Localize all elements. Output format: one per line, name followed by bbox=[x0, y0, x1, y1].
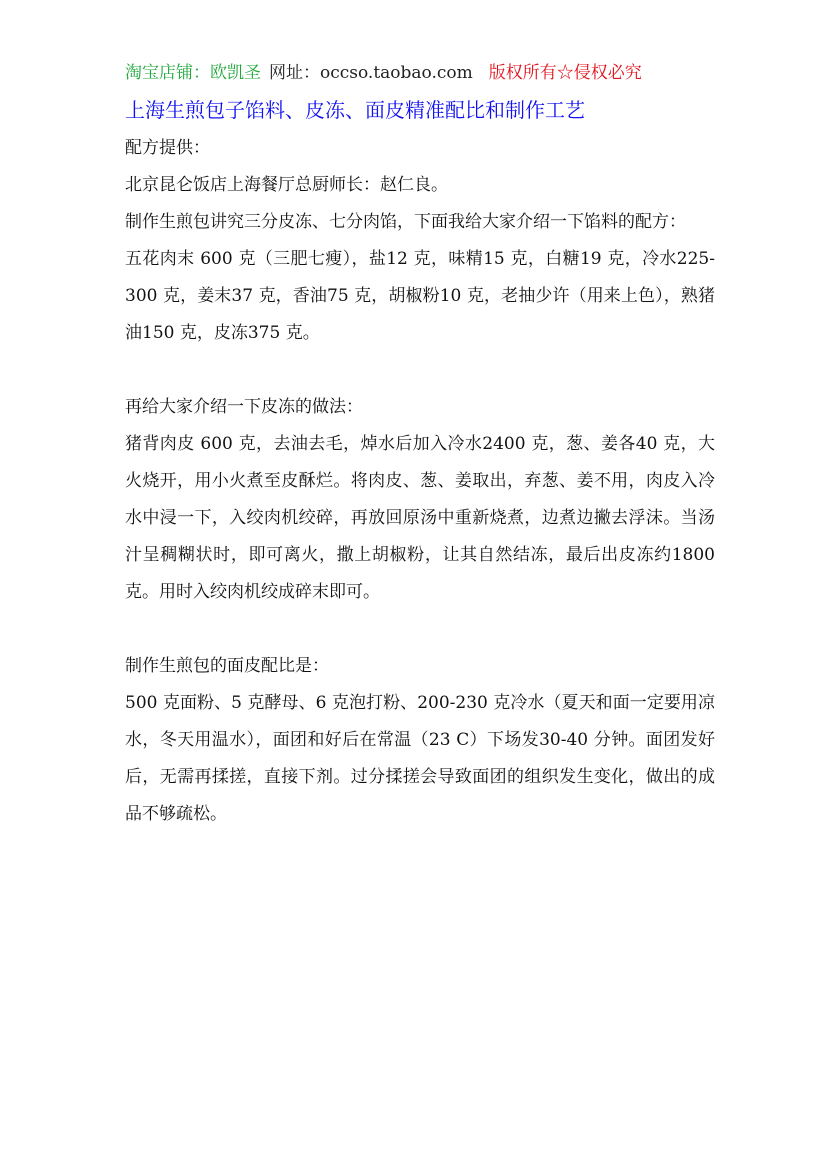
paragraph-aspic-intro: 再给大家介绍一下皮冻的做法： bbox=[125, 397, 363, 417]
document-page bbox=[125, 56, 715, 833]
paragraph-recipe-source-label: 配方提供： bbox=[125, 138, 210, 158]
paragraph-aspic-method: 猪背肉皮 600 克，去油去毛，焯水后加入冷水2400 克，葱、姜各40 克，大火烧开，用小火煮至皮酥烂。将肉皮、葱、姜取出，弃葱、姜不用，肉皮入冷水中浸一下，入绞肉机绞碎，再放回原汤中重新烧煮，边煮边撇去浮沫。当汤汁呈稠糊状时，即可离火，撒上胡椒粉，让其自然结冻，最后出皮冻约1800 克。用时入绞肉机绞成碎末即可。 bbox=[125, 434, 715, 602]
paragraph-dough-intro: 制作生煎包的面皮配比是： bbox=[125, 656, 329, 676]
document-title: 上海生煎包子馅料、皮冻、面皮精准配比和制作工艺 bbox=[125, 98, 585, 122]
copyright-notice: 版权所有☆侵权必究 bbox=[488, 63, 642, 83]
url-label: 网址： bbox=[269, 63, 320, 83]
paragraph-filling-recipe: 五花肉末 600 克（三肥七瘦），盐12 克，味精15 克，白糖19 克，冷水225-300 克，姜末37 克，香油75 克，胡椒粉10 克，老抽少许（用来上色），熟猪油150 克，皮冻375 克。 bbox=[125, 249, 715, 343]
paragraph-dough-recipe: 500 克面粉、5 克酵母、6 克泡打粉、200-230 克冷水（夏天和面一定要用凉水，冬天用温水），面团和好后在常温（23 C）下场发30-40 分钟。面团发好后，无需再揉搓，直接下剂。过分揉搓会导致面团的组织发生变化，做出的成品不够疏松。 bbox=[125, 693, 715, 824]
paragraph-filling-intro: 制作生煎包讲究三分皮冻、七分肉馅，下面我给大家介绍一下馅料的配方： bbox=[125, 212, 686, 232]
shop-label: 淘宝店铺： bbox=[125, 63, 210, 83]
spacer bbox=[125, 611, 715, 648]
shop-name: 欧凯圣 bbox=[210, 63, 261, 83]
paragraph-recipe-source: 北京昆仑饭店上海餐厅总厨师长：赵仁良。 bbox=[125, 175, 448, 195]
header-line bbox=[125, 56, 715, 90]
spacer bbox=[125, 352, 715, 389]
url-value: occso.taobao.com bbox=[320, 63, 473, 83]
